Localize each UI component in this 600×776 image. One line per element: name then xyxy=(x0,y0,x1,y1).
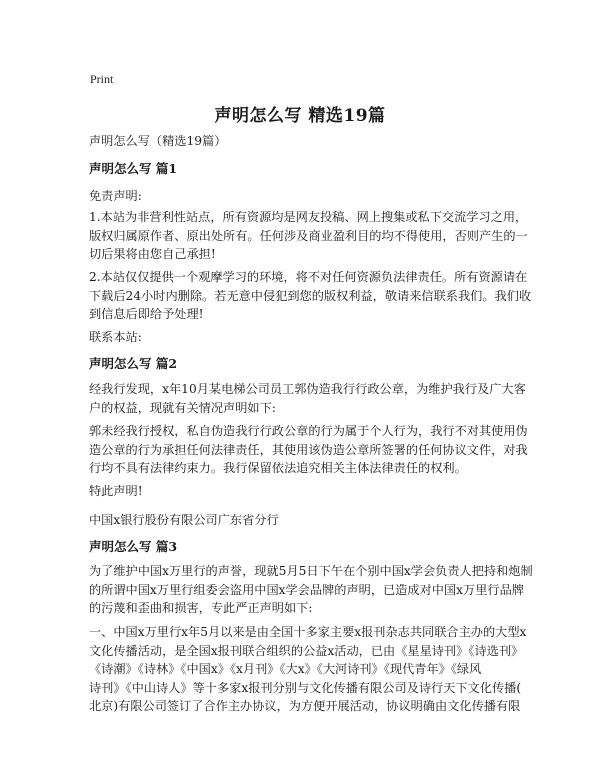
text-line: 行均不具有法律约束力。我行保留依法追究相关主体法律责任的权利。 xyxy=(89,461,467,476)
document-subtitle: 声明怎么写（精选19篇） xyxy=(89,134,227,148)
section1-paragraph-4: 联系本站: xyxy=(89,330,142,344)
section2-paragraph-1 xyxy=(89,380,526,417)
section2-paragraph-4: 中国x银行股份有限公司广东省分行 xyxy=(89,513,279,527)
section1-paragraph-3 xyxy=(89,268,532,324)
section2-paragraph-2 xyxy=(89,422,528,478)
text-line: 为了维护中国x万里行的声誉，现就5月5日下午在个别中国x学会负责人把持和炮制 xyxy=(89,564,533,578)
section3-paragraph-2 xyxy=(89,623,527,716)
text-line: 的污蔑和歪曲和损害，专此严正声明如下: xyxy=(89,601,313,616)
text-line: 下载后24小时内删除。若无意中侵犯到您的版权利益，敬请来信联系我们。我们收 xyxy=(89,288,532,303)
document-title: 声明怎么写 精选19篇 xyxy=(214,106,386,126)
text-line: 北京)有限公司签订了合作主办协议，为方便开展活动，协议明确由文化传播有限 xyxy=(89,699,521,714)
text-line: 2.本站仅仅提供一个观摩学习的环境，将不对任何资源负法律责任。所有资源请在 xyxy=(89,270,528,284)
text-line: 到信息后即给予处理! xyxy=(89,307,204,322)
text-line: 1.本站为非营利性站点，所有资源均是网友投稿、网上搜集或私下交流学习之用， xyxy=(89,210,528,224)
section3-paragraph-1 xyxy=(89,562,533,618)
text-line: 切后果将由您自己承担! xyxy=(89,247,216,262)
text-line: 诗刊》《中山诗人》等十多家x报刊分别与文化传播有限公司及诗行天下文化传播( xyxy=(89,680,522,695)
text-line: 文化传播活动，是全国x报刊联合组织的公益x活动，已由《星星诗刊》《诗选刊》 xyxy=(89,643,524,658)
text-line: 《诗潮》《诗林》《中国x》《x月刊》《大x》《大河诗刊》《现代青年》《绿风 xyxy=(89,662,482,677)
section-heading-3: 声明怎么写 篇3 xyxy=(89,539,178,554)
text-line: 经我行发现，x年10月某电梯公司员工郭伪造我行行政公章，为维护我行及广大客 xyxy=(89,382,526,396)
text-line: 的所谓中国x万里行组委会盗用中国x学会品牌的声明，已造成对中国x万里行品牌 xyxy=(89,582,524,597)
text-line: 一、中国x万里行x年5月以来是由全国十多家主要x报刊杂志共同联合主办的大型x xyxy=(89,625,527,639)
section-heading-2: 声明怎么写 篇2 xyxy=(89,356,178,371)
text-line: 版权归属原作者、原出处所有。任何涉及商业盈利目的均不得使用，否则产生的一 xyxy=(89,228,528,243)
section2-paragraph-3: 特此声明! xyxy=(89,484,143,498)
text-line: 户的权益，现就有关情况声明如下: xyxy=(89,400,276,415)
print-label: Print xyxy=(90,72,114,86)
section-heading-1: 声明怎么写 篇1 xyxy=(89,161,178,176)
section1-paragraph-1: 免责声明: xyxy=(89,189,142,203)
text-line: 郭未经我行授权，私自伪造我行行政公章的行为属于个人行为，我行不对其使用伪 xyxy=(89,424,528,438)
section1-paragraph-2 xyxy=(89,208,528,264)
text-line: 造公章的行为承担任何法律责任，其使用该伪造公章所签署的任何协议文件，对我 xyxy=(89,442,528,457)
